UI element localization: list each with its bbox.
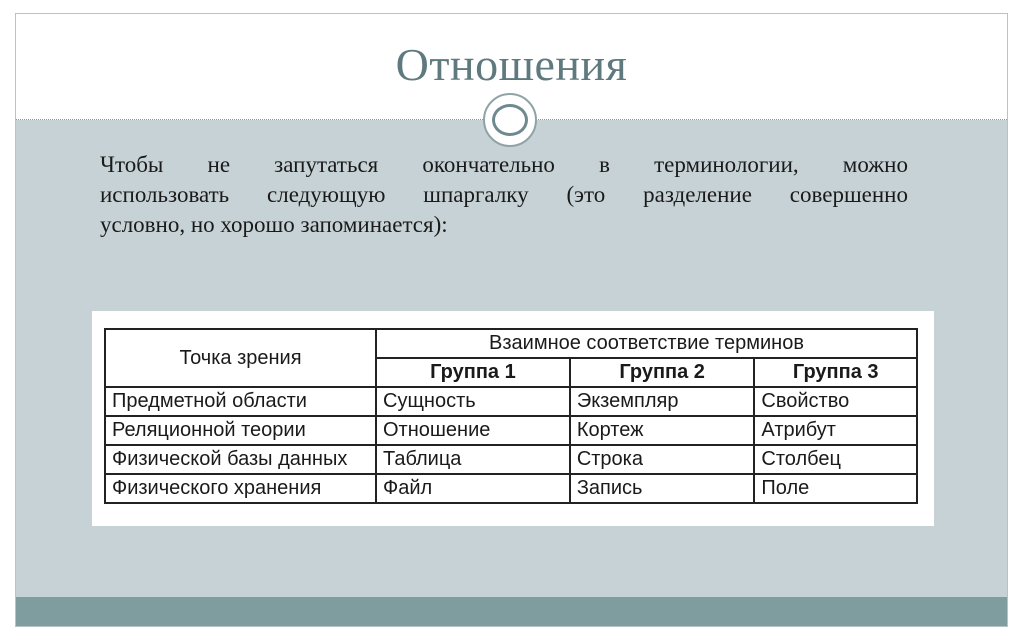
body-paragraph: [100, 150, 908, 240]
table-cell: Атрибут: [754, 416, 917, 445]
viewpoint-header: Точка зрения: [105, 329, 376, 387]
table-cell: Поле: [754, 474, 917, 503]
table-cell: Таблица: [376, 445, 570, 474]
body-line: условно, но хорошо запоминается):: [100, 212, 448, 237]
table-cell: Кортеж: [570, 416, 755, 445]
table-row: [105, 474, 917, 503]
table-cell: Экземпляр: [570, 387, 755, 416]
body-line: использовать следующую шпаргалку (это разделение совершенно: [100, 182, 908, 207]
table-row: [105, 445, 917, 474]
table-cell: Физического хранения: [105, 474, 376, 503]
table-cell: Отношение: [376, 416, 570, 445]
group-header: Группа 1: [376, 358, 570, 387]
table-row: [105, 387, 917, 416]
footer-band: [16, 597, 1007, 626]
terms-table-image: [92, 311, 934, 526]
table-row: [105, 416, 917, 445]
table-cell: Реляционной теории: [105, 416, 376, 445]
table-cell: Сущность: [376, 387, 570, 416]
slide: [15, 13, 1008, 627]
table-cell: Предметной области: [105, 387, 376, 416]
circle-ornament-icon: [483, 93, 537, 147]
table-cell: Свойство: [754, 387, 917, 416]
body-line: Чтобы не запутаться окончательно в терминологии, можно: [100, 152, 908, 177]
ornament-ring: [492, 104, 528, 136]
table-cell: Физической базы данных: [105, 445, 376, 474]
table-cell: Строка: [570, 445, 755, 474]
table-cell: Столбец: [754, 445, 917, 474]
slide-title: Отношения: [395, 39, 628, 90]
table-header-row: [105, 329, 917, 358]
table-cell: Файл: [376, 474, 570, 503]
group-header: Группа 3: [754, 358, 917, 387]
group-header: Группа 2: [570, 358, 755, 387]
table-cell: Запись: [570, 474, 755, 503]
terms-table: [104, 328, 918, 504]
correspondence-header: Взаимное соответствие терминов: [376, 329, 917, 358]
